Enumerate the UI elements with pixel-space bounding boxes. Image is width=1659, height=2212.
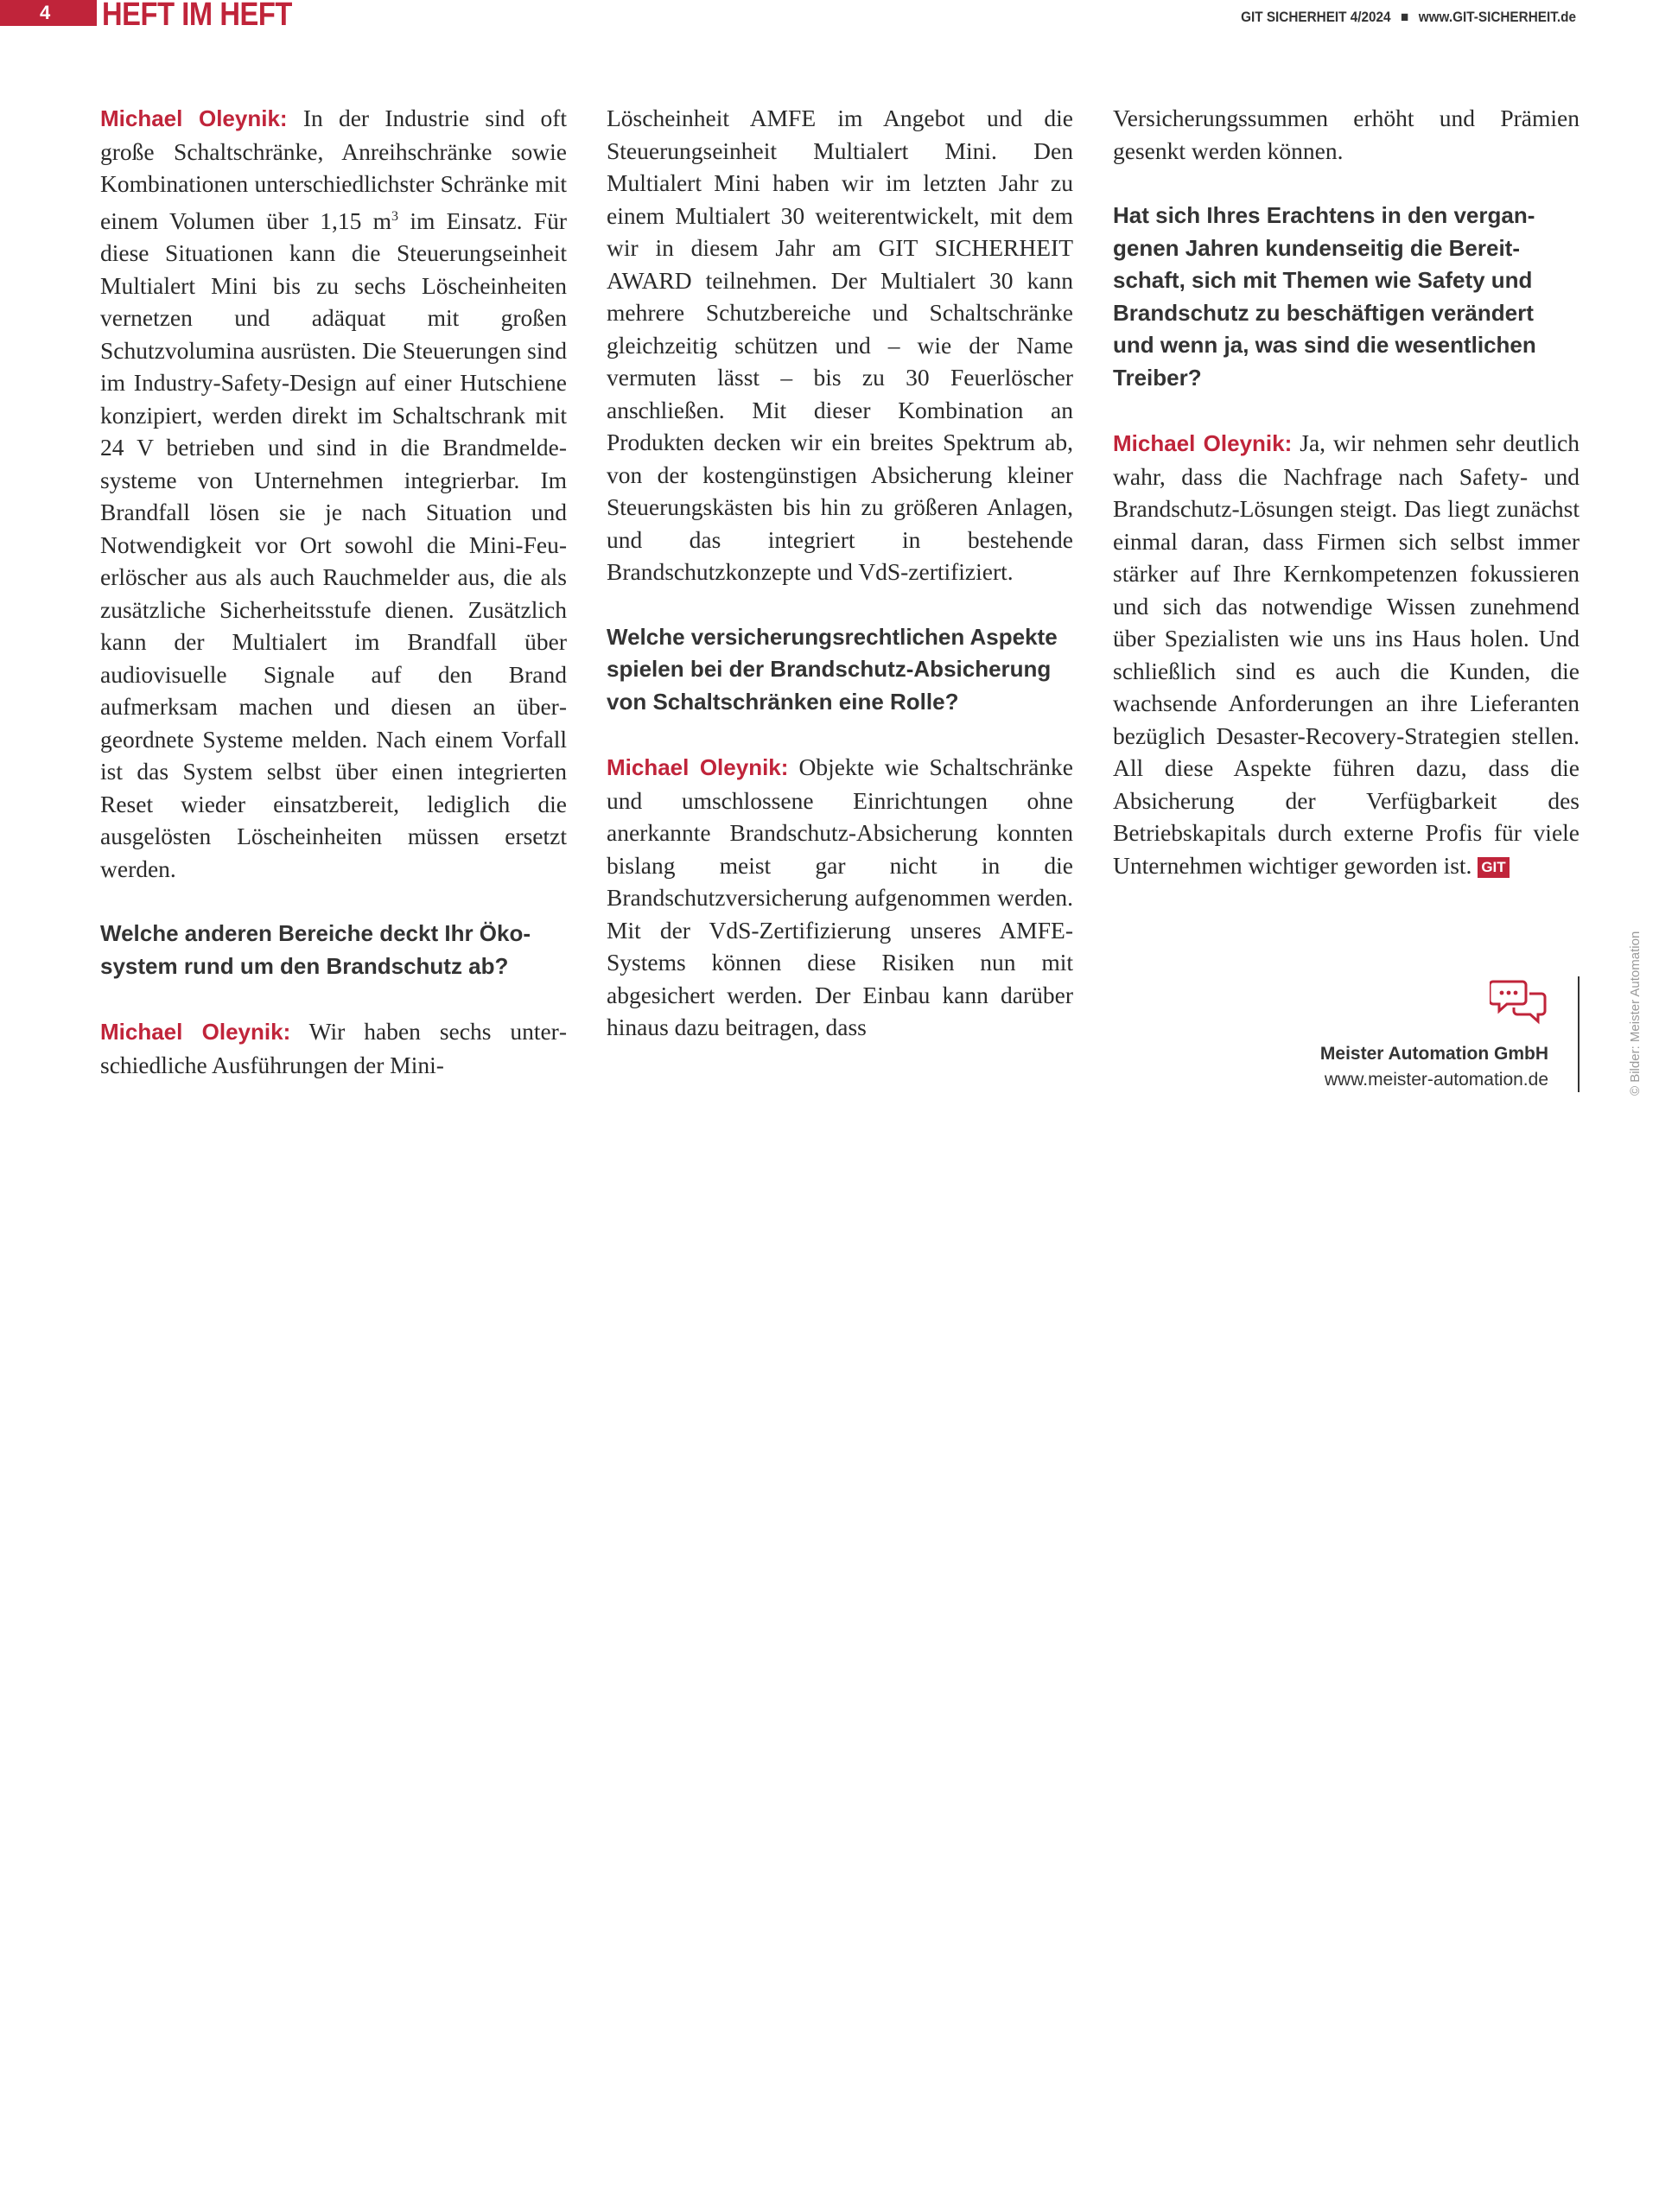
- answer-text: Wir haben sechs unterschiedliche Ausführungen der Mini-: [100, 1018, 567, 1078]
- end-mark-badge: GIT: [1478, 857, 1509, 878]
- answer-paragraph: [607, 102, 1073, 588]
- section-title: HEFT IM HEFT: [102, 0, 292, 33]
- text-column-2: [607, 102, 1073, 1077]
- answer-text: In der Industrie sind oft große Schaltschränke, Anreihschränke sowie Kombinationen unterschiedlichster Schränke mit einem Volumen über 1,15 m: [100, 105, 567, 234]
- superscript: 3: [391, 208, 399, 224]
- divider: [1578, 976, 1580, 1092]
- speaker-label: Michael Oleynik:: [1113, 430, 1293, 456]
- contact-box: [1113, 976, 1580, 1096]
- answer-text: Löscheinheit AMFE im Angebot und die Steuerungseinheit Multialert Mini. Den Multialert Mini haben wir im letzten Jahr zu einem Multialert 30 weiterentwickelt, mit dem wir in diesem Jahr am GIT SICHERHEIT AWARD teilnehmen. Der Multialert 30 kann mehrere Schutzbereiche und Schaltschränke gleichzeitig schützen und – wie der Name vermuten lässt – bis zu 30 Feuerlöscher anschließen. Mit dieser Kombination an Produkten decken wir ein breites Spektrum ab, von der kostengünstigen Absicherung kleiner Steuerungskästen bis hin zu größeren Anlagen, und das integriert in bestehende Brandschutzkonzepte und VdS-zertifiziert.: [607, 105, 1073, 585]
- chat-bubbles-icon: [1490, 976, 1548, 1028]
- speaker-label: Michael Oleynik:: [100, 105, 288, 131]
- speaker-label: Michael Oleynik:: [100, 1019, 291, 1046]
- answer-paragraph: [1113, 427, 1580, 881]
- interview-question: Hat sich Ihres Erachtens in den vergangenen Jahren kundenseitig die Bereitschaft, sich mit Themen wie Safety und Brandschutz zu beschäftigen verändert und wenn ja, was sind die wesentlichen Treiber?: [1113, 202, 1536, 391]
- magazine-website: www.GIT-SICHERHEIT.de: [1418, 9, 1576, 25]
- speaker-label: Michael Oleynik:: [607, 754, 789, 780]
- answer-text: Versicherungssummen erhöht und Prämien gesenkt werden können.: [1113, 105, 1580, 164]
- issue-number: 4/2024: [1350, 9, 1391, 25]
- issue-info: [1241, 9, 1576, 26]
- text-column-1: [100, 102, 567, 1114]
- company-name: Meister Automation GmbH: [1319, 1044, 1548, 1064]
- answer-paragraph: [1113, 102, 1580, 167]
- company-url[interactable]: www.meister-automation.de: [1324, 1070, 1548, 1090]
- answer-paragraph: [100, 1015, 567, 1081]
- answer-text: Ja, wir nehmen sehr deutlich wahr, dass die Nachfrage nach Safety- und Brandschutz-Lösungen steigt. Das liegt zunächst einmal daran, dass Firmen sich selbst immer stärker auf Ihre Kernkompetenzen fokussieren und sich das notwendige Wissen zunehmend über Spezialisten wie uns ins Haus holen. Und schließlich sind es auch die Kunden, die wachsende Anforderungen an ihre Lieferanten bezüglich Desaster-Recovery-Strategien stellen. All diese Aspekte führen dazu, dass die Absicherung der Verfügbarkeit des Betriebskapitals durch externe Profis für viele Unternehmen wichtiger geworden ist.: [1113, 429, 1580, 879]
- answer-text: im Einsatz. Für diese Situationen kann die Steuerungseinheit Multialert Mini bis zu sechs Löscheinheiten vernetzen und adäquat mit großen Schutzvolumina ausrüsten. Die Steuerungen sind im Industry-Safety-Design auf einer Hutschiene konzipiert, werden direkt im Schaltschrank mit 24 V betrieben und sind in die Brandmeldesysteme von Unternehmen integrierbar. Im Brandfall lösen sie je nach Situation und Notwendigkeit vor Ort sowohl die Mini-Feuerlöscher aus als auch Rauchmelder aus, die als zusätzliche Sicherheitsstufe dienen. Zusätzlich kann der Multialert im Brandfall über audiovisuelle Signale auf den Brand aufmerksam machen und diesen an übergeordnete Systeme melden. Nach einem Vorfall ist das System selbst über einen integrierten Reset wieder einsatzbereit, lediglich die ausgelösten Löscheinheiten müssen ersetzt werden.: [100, 207, 567, 882]
- interview-question: Welche anderen Bereiche deckt Ihr Ökosystem rund um den Brandschutz ab?: [100, 920, 531, 979]
- page-number: 4: [0, 0, 97, 26]
- interview-question: Welche versicherungsrechtlichen Aspekte spielen bei der Brandschutz-Absicherung von Schaltschränken eine Rolle?: [607, 623, 1058, 715]
- answer-paragraph: [100, 102, 567, 885]
- answer-text: Objekte wie Schaltschränke und umschlossene Einrichtungen ohne anerkannte Brandschutz-Absicherung konnten bislang meist gar nicht in die Brandschutzversicherung aufgenommen werden. Mit der VdS-Zertifizierung unseres AMFE-Systems können diese Risiken nun mit abgesichert werden. Der Einbau kann darüber hinaus dazu beitragen, dass: [607, 753, 1073, 1040]
- page-header: [0, 0, 1659, 35]
- separator: ■: [1401, 9, 1409, 25]
- photo-credit: © Bilder: Meister Automation: [1628, 931, 1643, 1096]
- text-column-3: [1113, 102, 1580, 914]
- answer-paragraph: [607, 751, 1073, 1044]
- magazine-name: GIT SICHERHEIT: [1241, 9, 1347, 25]
